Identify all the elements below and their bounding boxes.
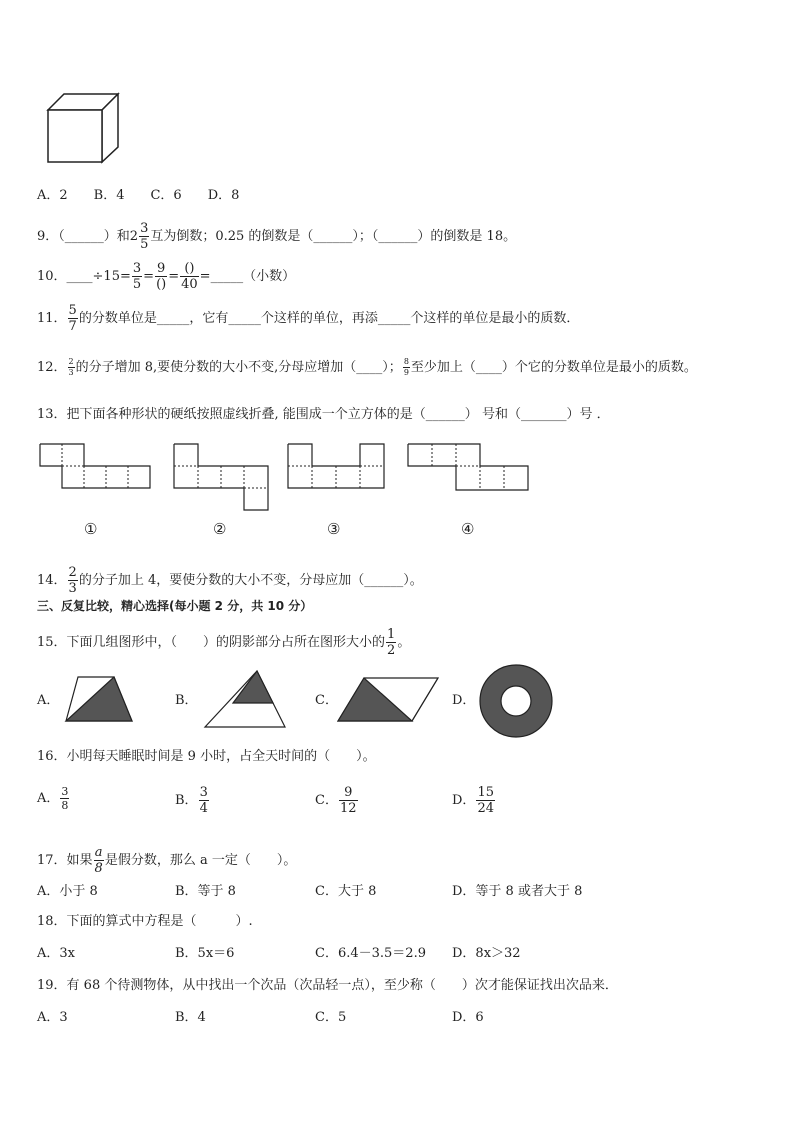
q15-fraction (386, 628, 396, 657)
q10-equals-1: = (143, 269, 155, 284)
section-3-heading: 三、反复比较，精心选择(每小题 2 分，共 10 分） (37, 599, 313, 613)
q9-text-2: 互为倒数；0.25 的倒数是（______）；（______）的倒数是 18。 (150, 229, 517, 244)
question-15 (37, 628, 410, 657)
q12-f2-den: 9 (403, 368, 409, 377)
question-11 (37, 304, 579, 333)
q16-option-a (37, 786, 70, 811)
q16-a-fraction (60, 786, 69, 811)
q16-a-den: 8 (61, 799, 69, 812)
question-19: 19．有 68 个待测物体，从中找出一个次品（次品轻一点），至少称（ ）次才能保证找出次品来． (37, 978, 618, 993)
question-12 (37, 358, 697, 377)
q11-fraction (68, 304, 78, 333)
net-figure-1 (40, 444, 152, 490)
q19-option-a: A．3 (37, 1010, 68, 1025)
q16-option-b (175, 786, 210, 815)
q9-whole: 2 (129, 229, 139, 244)
q12-text-1: 的分子增加 8,要使分数的大小不变,分母应增加（____）； (75, 360, 402, 375)
net-label-2: ② (213, 520, 227, 538)
q14-text: 的分子加上 4，要使分数的大小不变，分母应加（______）。 (78, 573, 423, 588)
q16-option-d (452, 786, 496, 815)
q12-text-2: 至少加上（____）个它的分数单位是最小的质数。 (410, 360, 697, 375)
net-label-4: ④ (461, 520, 475, 538)
q9-num: 3 (140, 221, 149, 236)
q15-label-b: B． (175, 693, 198, 708)
q15-label-d: D． (452, 693, 476, 708)
q18-option-c: C．6.4－3.5＝2.9 (315, 946, 426, 961)
q14-number: 14． (37, 573, 67, 588)
q19-option-c: C．5 (315, 1010, 347, 1025)
cube-figure (44, 92, 124, 167)
q16-a-label: A． (37, 791, 60, 806)
q10-f2-den: () (156, 277, 167, 292)
q12-number: 12． (37, 360, 67, 375)
question-10 (37, 262, 295, 291)
q11-num: 5 (68, 303, 77, 318)
net-label-1: ① (84, 520, 98, 538)
q15-label-c: C． (315, 693, 338, 708)
q16-b-fraction (199, 786, 209, 815)
q19-option-d: D．6 (452, 1010, 484, 1025)
q16-d-den: 24 (477, 801, 494, 816)
q17-text-1: 17．如果 (37, 853, 93, 868)
q15-figure-d (478, 663, 554, 739)
q16-d-label: D． (452, 793, 476, 808)
q15-figure-c (336, 676, 440, 724)
q17-option-d: D．等于 8 或者大于 8 (452, 884, 583, 899)
q9-text-1: 9．（______）和 (37, 229, 130, 244)
net-figure-4 (408, 444, 532, 492)
q17-den: 8 (94, 861, 103, 876)
q15-text-2: 。 (397, 635, 411, 650)
q11-number: 11． (37, 311, 67, 326)
q15-text-1: 15．下面几组图形中，（ ）的阴影部分占所在图形大小的 (37, 635, 386, 650)
q16-c-num: 9 (339, 786, 358, 801)
q15-figure-b (203, 669, 287, 729)
q18-option-d: D．8x＞32 (452, 946, 521, 961)
q14-fraction (68, 566, 78, 595)
question-17 (37, 846, 296, 875)
q14-den: 3 (68, 581, 77, 596)
q16-c-den: 12 (339, 801, 357, 816)
q16-b-num: 3 (199, 785, 208, 800)
q12-fraction-1 (68, 358, 75, 377)
q12-f1-num: 2 (68, 357, 74, 366)
q16-d-num: 15 (477, 785, 494, 800)
q16-option-c (315, 786, 359, 815)
net-figure-2 (174, 444, 270, 512)
q10-f2-num: 9 (157, 261, 166, 276)
q10-text-2: =_____（小数） (199, 269, 296, 284)
q15-den: 2 (387, 643, 396, 658)
q17-text-2: 是假分数，那么 a 一定（ ）。 (104, 853, 297, 868)
q10-text-1: 10．____÷15= (37, 269, 131, 284)
q18-option-b: B．5x＝6 (175, 946, 235, 961)
q10-f1-num: 3 (132, 261, 142, 276)
q9-fraction (139, 222, 149, 251)
net-label-3: ③ (327, 520, 341, 538)
q16-a-num: 3 (61, 785, 69, 798)
q12-f1-den: 3 (68, 368, 74, 377)
q17-option-b: B．等于 8 (175, 884, 236, 899)
q10-f3-den: 40 (181, 277, 198, 292)
q17-option-a: A．小于 8 (37, 884, 98, 899)
question-9 (37, 222, 516, 251)
q10-fraction-2 (155, 262, 167, 291)
q15-figure-a (64, 675, 136, 725)
q16-b-label: B． (175, 793, 198, 808)
net-figure-3 (288, 444, 388, 490)
q10-fraction-3 (180, 262, 199, 291)
q10-equals-2: = (168, 269, 180, 284)
q14-num: 2 (68, 565, 77, 580)
q12-fraction-2 (403, 358, 410, 377)
q11-den: 7 (68, 319, 77, 334)
q15-num: 1 (387, 627, 396, 642)
q17-num: a (94, 845, 103, 860)
question-13: 13．把下面各种形状的硬纸按照虚线折叠, 能围成一个立方体的是（______） 号和（_______）号 ． (37, 407, 610, 422)
q16-c-fraction (339, 786, 358, 815)
q16-d-fraction (476, 786, 495, 815)
q12-f2-num: 8 (403, 357, 409, 366)
question-18: 18．下面的算式中方程是（ ）. (37, 914, 253, 929)
q17-fraction (94, 846, 104, 875)
q8-options: A．2 B．4 C．6 D．8 (37, 188, 240, 203)
q10-fraction-1 (132, 262, 142, 291)
q16-c-label: C． (315, 793, 338, 808)
q17-option-c: C．大于 8 (315, 884, 377, 899)
q10-f1-den: 5 (132, 277, 142, 292)
q18-option-a: A．3x (37, 946, 75, 961)
q10-f3-num: () (180, 262, 199, 277)
question-14 (37, 566, 423, 595)
question-16: 16．小明每天睡眠时间是 9 小时，占全天时间的（ ）。 (37, 749, 376, 764)
q16-b-den: 4 (199, 801, 208, 816)
q9-den: 5 (140, 237, 149, 252)
q19-option-b: B．4 (175, 1010, 206, 1025)
q15-label-a: A． (37, 693, 60, 708)
q11-text: 的分数单位是_____，它有_____个这样的单位，再添_____个这样的单位是最小的质数． (78, 311, 580, 326)
